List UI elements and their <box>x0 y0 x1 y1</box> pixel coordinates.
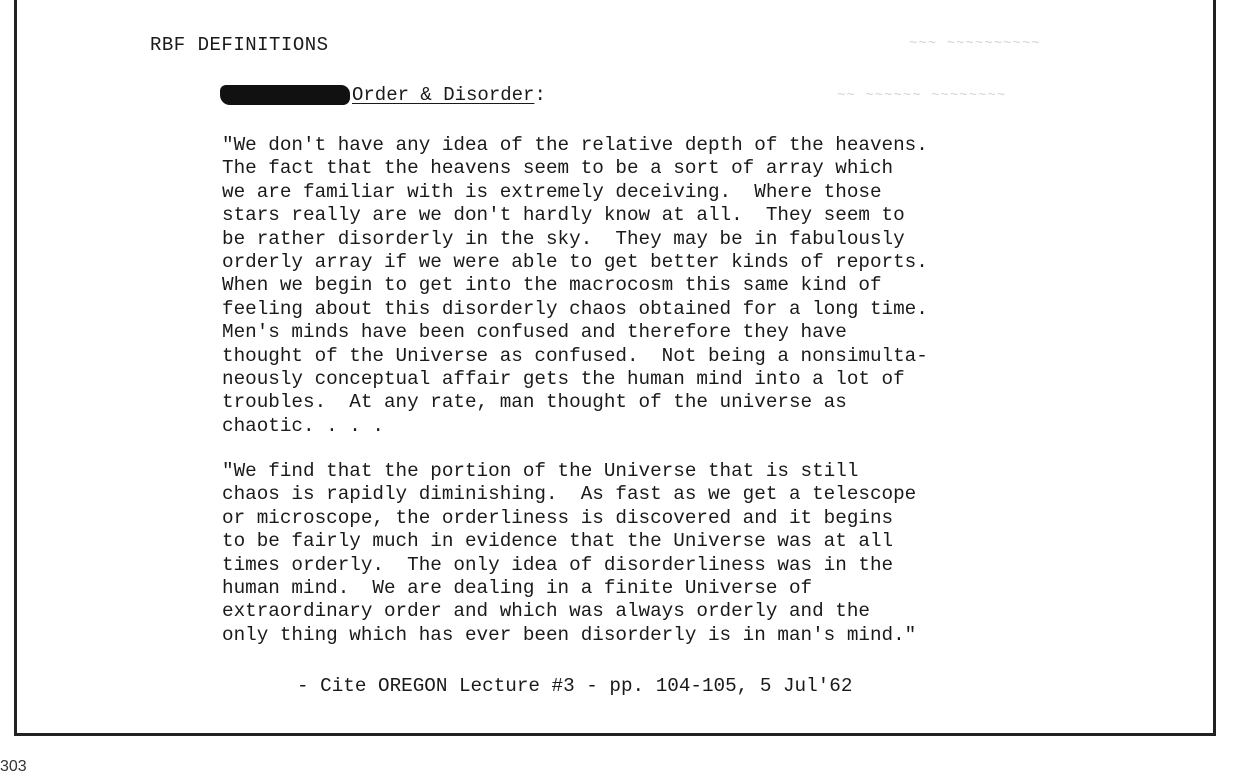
redaction-mark <box>220 85 350 105</box>
bleed-through-text: ~~ ~~~~~~ ~~~~~~~~ <box>837 88 1007 104</box>
page-number: 303 <box>0 758 27 775</box>
quote-paragraph-1: "We don't have any idea of the relative depth of the heavens. The fact that the heavens seem to be a sort of array which we are familiar with is extremely deceiving. Where those stars really are we don't hardly know at all. They seem to be rather disorderly in the sky. They may be in fabulously orderly array if we were able to get better kinds of reports. When we begin to get into the macrocosm this same kind of feeling about this disorderly chaos obtained for a long time. Men's minds have been confused and therefore they have thought of the Universe as confused. Not being a nonsimulta- neously conceptual affair gets the human mind into a lot of troubles. At any rate, man thought of the universe as chaotic. . . . <box>222 134 928 437</box>
citation: - Cite OREGON Lecture #3 - pp. 104-105, 5 Jul'62 <box>297 675 853 697</box>
quote-paragraph-2: "We find that the portion of the Universe that is still chaos is rapidly diminishing. As fast as we get a telescope or microscope, the orderliness is discovered and it begins to be fairly much in evidence that the Universe was at all times orderly. The only idea of disorderliness was in the human mind. We are dealing in a finite Universe of extraordinary order and which was always orderly and the only thing which has ever been disorderly is in man's mind." <box>222 460 917 646</box>
bleed-through-text: ~~~ ~~~~~~~~~~ <box>909 36 1041 52</box>
definition-title <box>220 84 546 106</box>
definition-title-suffix: : <box>534 84 546 106</box>
document-header: RBF DEFINITIONS <box>150 34 329 56</box>
definition-title-text: Order & Disorder <box>352 84 535 106</box>
